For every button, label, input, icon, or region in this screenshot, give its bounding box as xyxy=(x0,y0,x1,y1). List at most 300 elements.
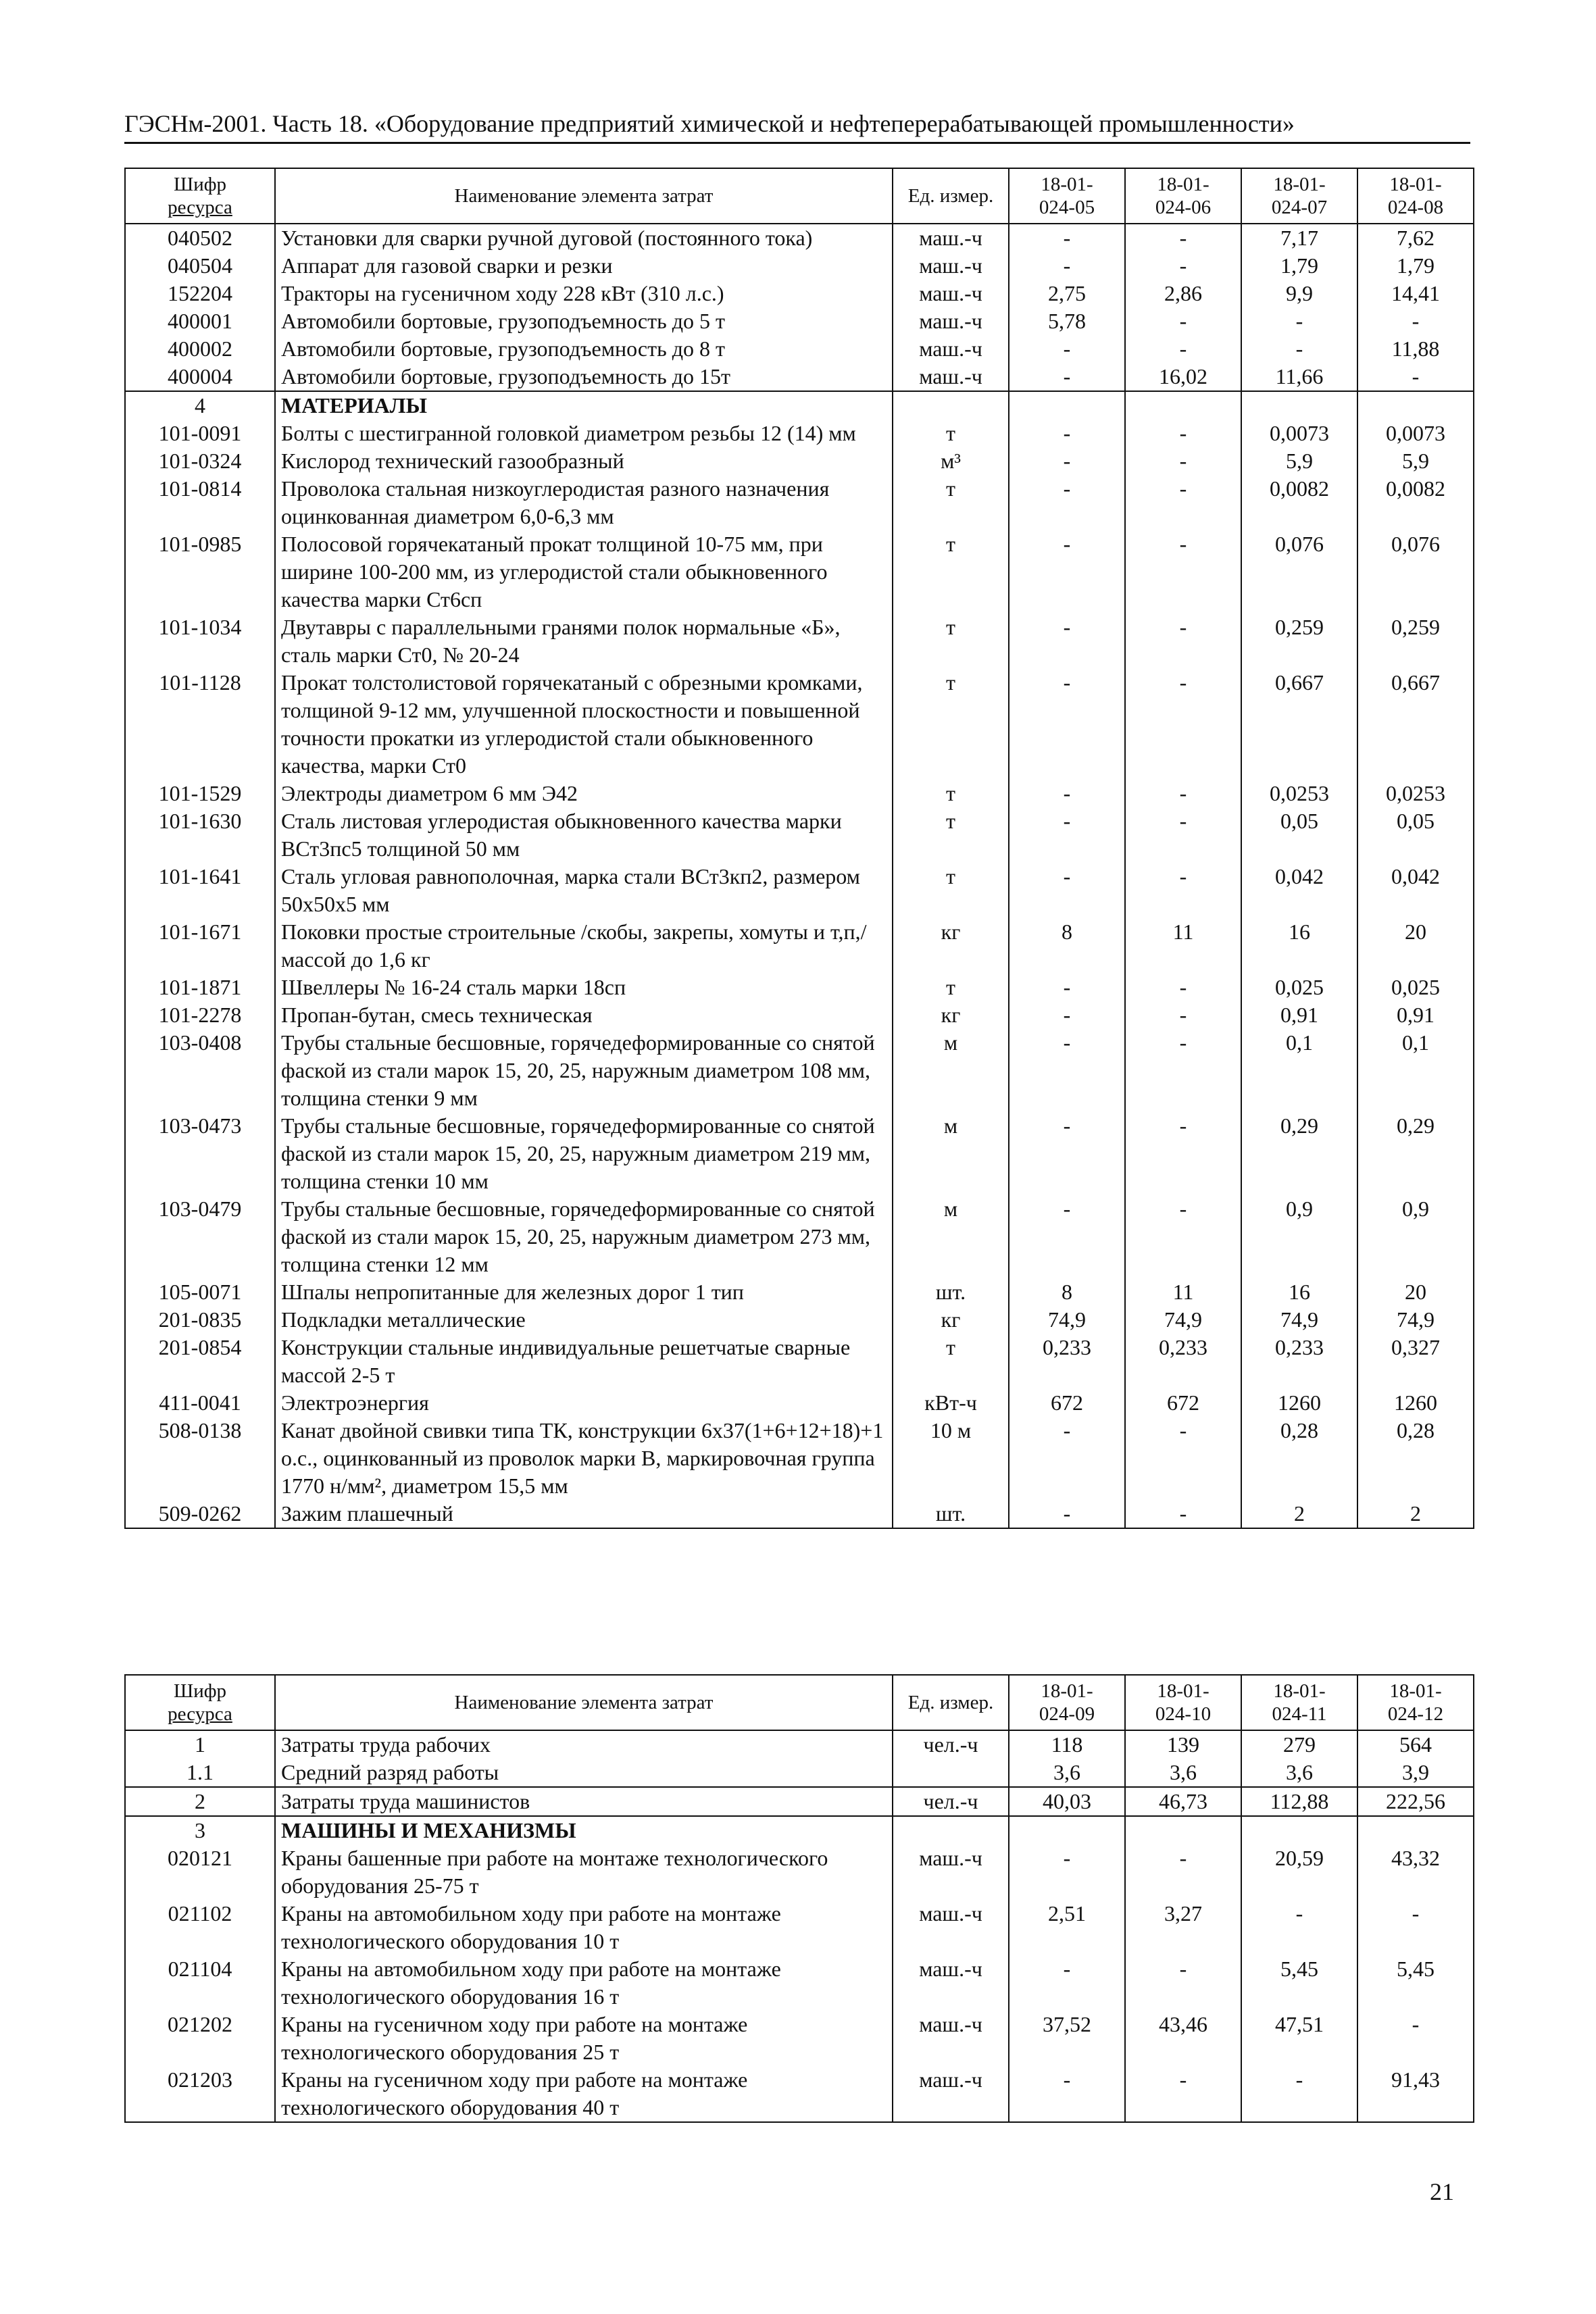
unit: маш.-ч xyxy=(893,307,1009,335)
norm-value-3: - xyxy=(1241,307,1357,335)
norm-value-1: 0,233 xyxy=(1009,1334,1125,1389)
table-row xyxy=(125,669,1474,780)
column-header-name: Наименование элемента затрат xyxy=(275,168,893,224)
section-header-row xyxy=(125,1816,1474,1844)
norm-value-1: - xyxy=(1009,335,1125,363)
norm-value-2: 11 xyxy=(1125,918,1241,974)
unit: т xyxy=(893,863,1009,918)
resource-name: Автомобили бортовые, грузоподъемность до 8 т xyxy=(275,335,893,363)
unit: маш.-ч xyxy=(893,1955,1009,2011)
norm-value-2: 46,73 xyxy=(1125,1787,1241,1816)
norm-value-3: 16 xyxy=(1241,1278,1357,1306)
unit xyxy=(893,1816,1009,1844)
table-row xyxy=(125,1759,1474,1787)
resource-name: Прокат толстолистовой горячекатаный с обрезными кромками, толщиной 9-12 мм, улучшенной плоскостности и повышенной точности прокатки из углеродистой стали обыкновенного качества, марки Ст0 xyxy=(275,669,893,780)
resource-code: 400002 xyxy=(125,335,275,363)
resource-name: Проволока стальная низкоуглеродистая разного назначения оцинкованная диаметром 6,0-6,3 мм xyxy=(275,475,893,530)
norm-value-3: 0,076 xyxy=(1241,530,1357,613)
unit: шт. xyxy=(893,1500,1009,1528)
norm-value-4: 91,43 xyxy=(1357,2066,1474,2122)
norm-value-1: - xyxy=(1009,363,1125,391)
resource-name: Установки для сварки ручной дуговой (постоянного тока) xyxy=(275,224,893,252)
norm-value-1: 40,03 xyxy=(1009,1787,1125,1816)
table-row xyxy=(125,530,1474,613)
norm-value-3 xyxy=(1241,1816,1357,1844)
resource-name: Пропан-бутан, смесь техническая xyxy=(275,1001,893,1029)
norm-value-1: - xyxy=(1009,780,1125,807)
resource-name: Электроэнергия xyxy=(275,1389,893,1417)
table-row xyxy=(125,1001,1474,1029)
norm-value-3: 0,259 xyxy=(1241,613,1357,669)
resource-code: 021104 xyxy=(125,1955,275,2011)
table-row xyxy=(125,1112,1474,1195)
resource-name: Краны на автомобильном ходу при работе на монтаже технологического оборудования 16 т xyxy=(275,1955,893,2011)
table-row xyxy=(125,1787,1474,1816)
norm-value-1: 3,6 xyxy=(1009,1759,1125,1787)
resource-table-2 xyxy=(124,1674,1474,2123)
norm-value-1: - xyxy=(1009,613,1125,669)
unit xyxy=(893,1759,1009,1787)
norm-value-2: - xyxy=(1125,780,1241,807)
norm-value-2: - xyxy=(1125,807,1241,863)
resource-code: 508-0138 xyxy=(125,1417,275,1500)
resource-code: 101-1641 xyxy=(125,863,275,918)
norm-value-3: 1260 xyxy=(1241,1389,1357,1417)
norm-value-1: - xyxy=(1009,447,1125,475)
resource-name: Краны на гусеничном ходу при работе на монтаже технологического оборудования 25 т xyxy=(275,2011,893,2066)
norm-value-3: 0,0253 xyxy=(1241,780,1357,807)
unit: т xyxy=(893,475,1009,530)
resource-name: Краны на гусеничном ходу при работе на монтаже технологического оборудования 40 т xyxy=(275,2066,893,2122)
unit: м xyxy=(893,1112,1009,1195)
norm-value-4: 0,9 xyxy=(1357,1195,1474,1278)
resource-name: Зажим плашечный xyxy=(275,1500,893,1528)
resource-name: Шпалы непропитанные для железных дорог 1 тип xyxy=(275,1278,893,1306)
norm-value-3: 74,9 xyxy=(1241,1306,1357,1334)
table-row xyxy=(125,1417,1474,1500)
norm-value-1: 8 xyxy=(1009,918,1125,974)
norm-value-2: - xyxy=(1125,974,1241,1001)
resource-name: Поковки простые строительные /скобы, закрепы, хомуты и т,п,/ массой до 1,6 кг xyxy=(275,918,893,974)
norm-value-1: 118 xyxy=(1009,1730,1125,1759)
table-row xyxy=(125,2011,1474,2066)
norm-value-4: 74,9 xyxy=(1357,1306,1474,1334)
norm-value-4: 1,79 xyxy=(1357,252,1474,280)
table-row xyxy=(125,363,1474,391)
table-row xyxy=(125,475,1474,530)
norm-value-3: 5,45 xyxy=(1241,1955,1357,2011)
unit: маш.-ч xyxy=(893,335,1009,363)
norm-value-4: 0,327 xyxy=(1357,1334,1474,1389)
norm-value-1: - xyxy=(1009,1417,1125,1500)
unit: маш.-ч xyxy=(893,1900,1009,1955)
norm-value-4: 0,29 xyxy=(1357,1112,1474,1195)
norm-value-2: 3,27 xyxy=(1125,1900,1241,1955)
table-row xyxy=(125,307,1474,335)
table-header-row xyxy=(125,168,1474,224)
norm-value-2: - xyxy=(1125,1195,1241,1278)
column-header-norm-1: 18-01- 024-09 xyxy=(1009,1675,1125,1730)
norm-value-3: - xyxy=(1241,1900,1357,1955)
resource-code: 400004 xyxy=(125,363,275,391)
resource-code: 101-0324 xyxy=(125,447,275,475)
column-header-norm-4: 18-01- 024-08 xyxy=(1357,168,1474,224)
resource-code: 509-0262 xyxy=(125,1500,275,1528)
norm-value-1 xyxy=(1009,391,1125,420)
table-row xyxy=(125,613,1474,669)
norm-value-4: 0,0253 xyxy=(1357,780,1474,807)
norm-value-2: - xyxy=(1125,1955,1241,2011)
page-number: 21 xyxy=(1430,2178,1454,2205)
norm-value-1: - xyxy=(1009,1112,1125,1195)
column-header-code: Шифр ресурса xyxy=(125,168,275,224)
norm-value-1: - xyxy=(1009,530,1125,613)
norm-value-3: 0,05 xyxy=(1241,807,1357,863)
resource-name: Аппарат для газовой сварки и резки xyxy=(275,252,893,280)
norm-value-2: - xyxy=(1125,613,1241,669)
unit: маш.-ч xyxy=(893,280,1009,307)
resource-name: Полосовой горячекатаный прокат толщиной 10-75 мм, при ширине 100-200 мм, из углеродистой стали обыкновенного качества марки Ст6сп xyxy=(275,530,893,613)
resource-code: 101-1128 xyxy=(125,669,275,780)
norm-value-1: 37,52 xyxy=(1009,2011,1125,2066)
table-row xyxy=(125,1278,1474,1306)
resource-code: 3 xyxy=(125,1816,275,1844)
norm-value-2: - xyxy=(1125,2066,1241,2122)
resource-code: 2 xyxy=(125,1787,275,1816)
norm-value-4: 564 xyxy=(1357,1730,1474,1759)
unit: кг xyxy=(893,918,1009,974)
resource-code: 021203 xyxy=(125,2066,275,2122)
norm-value-2: 139 xyxy=(1125,1730,1241,1759)
table-row xyxy=(125,420,1474,447)
norm-value-4: 5,9 xyxy=(1357,447,1474,475)
unit: маш.-ч xyxy=(893,363,1009,391)
norm-value-3: - xyxy=(1241,335,1357,363)
resource-name: Болты с шестигранной головкой диаметром резьбы 12 (14) мм xyxy=(275,420,893,447)
unit: 10 м xyxy=(893,1417,1009,1500)
column-header-norm-3: 18-01- 024-11 xyxy=(1241,1675,1357,1730)
norm-value-4: 0,28 xyxy=(1357,1417,1474,1500)
norm-value-3: 0,28 xyxy=(1241,1417,1357,1500)
unit: т xyxy=(893,1334,1009,1389)
resource-code: 101-2278 xyxy=(125,1001,275,1029)
resource-name: Краны башенные при работе на монтаже технологического оборудования 25-75 т xyxy=(275,1844,893,1900)
norm-value-3: 0,042 xyxy=(1241,863,1357,918)
table-row xyxy=(125,1955,1474,2011)
resource-code: 021102 xyxy=(125,1900,275,1955)
unit: чел.-ч xyxy=(893,1730,1009,1759)
resource-name: Затраты труда машинистов xyxy=(275,1787,893,1816)
norm-value-3: 16 xyxy=(1241,918,1357,974)
resource-code: 4 xyxy=(125,391,275,420)
norm-value-4: 5,45 xyxy=(1357,1955,1474,2011)
norm-value-3: 5,9 xyxy=(1241,447,1357,475)
table-row xyxy=(125,1500,1474,1528)
norm-value-4: 2 xyxy=(1357,1500,1474,1528)
norm-value-1: 74,9 xyxy=(1009,1306,1125,1334)
norm-value-3: 7,17 xyxy=(1241,224,1357,252)
norm-value-2: - xyxy=(1125,1844,1241,1900)
resource-code: 201-0854 xyxy=(125,1334,275,1389)
table-row xyxy=(125,280,1474,307)
unit: т xyxy=(893,974,1009,1001)
norm-value-4: - xyxy=(1357,307,1474,335)
resource-name: Подкладки металлические xyxy=(275,1306,893,1334)
resource-name: Затраты труда рабочих xyxy=(275,1730,893,1759)
resource-code: 201-0835 xyxy=(125,1306,275,1334)
norm-value-2: - xyxy=(1125,1500,1241,1528)
resource-name: Двутавры с параллельными гранями полок нормальные «Б», сталь марки Ст0, № 20-24 xyxy=(275,613,893,669)
unit: т xyxy=(893,669,1009,780)
resource-code: 101-0814 xyxy=(125,475,275,530)
resource-code: 040502 xyxy=(125,224,275,252)
unit: маш.-ч xyxy=(893,1844,1009,1900)
resource-name: Сталь угловая равнополочная, марка стали ВСт3кп2, размером 50х50х5 мм xyxy=(275,863,893,918)
norm-value-2: - xyxy=(1125,252,1241,280)
resource-name: Средний разряд работы xyxy=(275,1759,893,1787)
norm-value-1: - xyxy=(1009,1844,1125,1900)
table-row xyxy=(125,780,1474,807)
norm-value-2: 11 xyxy=(1125,1278,1241,1306)
norm-value-4: 14,41 xyxy=(1357,280,1474,307)
norm-value-4 xyxy=(1357,391,1474,420)
resource-code: 101-1529 xyxy=(125,780,275,807)
resource-code: 101-1630 xyxy=(125,807,275,863)
table-row xyxy=(125,1389,1474,1417)
table-row xyxy=(125,1730,1474,1759)
norm-value-1: - xyxy=(1009,1029,1125,1112)
resource-name: Электроды диаметром 6 мм Э42 xyxy=(275,780,893,807)
norm-value-4: - xyxy=(1357,2011,1474,2066)
table-row xyxy=(125,1306,1474,1334)
norm-value-1: - xyxy=(1009,2066,1125,2122)
column-header-code: Шифр ресурса xyxy=(125,1675,275,1730)
norm-value-1: 2,75 xyxy=(1009,280,1125,307)
norm-value-2: - xyxy=(1125,307,1241,335)
unit: кг xyxy=(893,1306,1009,1334)
norm-value-2: - xyxy=(1125,224,1241,252)
norm-value-1 xyxy=(1009,1816,1125,1844)
resource-name: Конструкции стальные индивидуальные решетчатые сварные массой 2-5 т xyxy=(275,1334,893,1389)
norm-value-1: - xyxy=(1009,669,1125,780)
resource-code: 020121 xyxy=(125,1844,275,1900)
norm-value-4: 222,56 xyxy=(1357,1787,1474,1816)
resource-code: 105-0071 xyxy=(125,1278,275,1306)
table-row xyxy=(125,1900,1474,1955)
resource-name: Сталь листовая углеродистая обыкновенного качества марки ВСт3пс5 толщиной 50 мм xyxy=(275,807,893,863)
resource-code: 103-0473 xyxy=(125,1112,275,1195)
norm-value-1: - xyxy=(1009,475,1125,530)
norm-value-2: 74,9 xyxy=(1125,1306,1241,1334)
norm-value-3: 47,51 xyxy=(1241,2011,1357,2066)
norm-value-2: 2,86 xyxy=(1125,280,1241,307)
table-row xyxy=(125,863,1474,918)
norm-value-3: 9,9 xyxy=(1241,280,1357,307)
norm-value-1: - xyxy=(1009,1500,1125,1528)
section-header-row xyxy=(125,391,1474,420)
unit: м³ xyxy=(893,447,1009,475)
resource-name: Трубы стальные бесшовные, горячедеформированные со снятой фаской из стали марок 15, 20, 25, наружным диаметром 273 мм, толщина стенки 12 мм xyxy=(275,1195,893,1278)
norm-value-4: 0,1 xyxy=(1357,1029,1474,1112)
norm-value-2: - xyxy=(1125,335,1241,363)
column-header-norm-2: 18-01- 024-06 xyxy=(1125,168,1241,224)
norm-value-3: 279 xyxy=(1241,1730,1357,1759)
norm-value-2: 672 xyxy=(1125,1389,1241,1417)
norm-value-4: - xyxy=(1357,363,1474,391)
norm-value-3: 20,59 xyxy=(1241,1844,1357,1900)
table-row xyxy=(125,1844,1474,1900)
resource-name: МАТЕРИАЛЫ xyxy=(275,391,893,420)
norm-value-1: - xyxy=(1009,1955,1125,2011)
norm-value-4: 0,667 xyxy=(1357,669,1474,780)
unit: маш.-ч xyxy=(893,2011,1009,2066)
norm-value-3: 0,91 xyxy=(1241,1001,1357,1029)
norm-value-3: 0,0082 xyxy=(1241,475,1357,530)
norm-value-3: 0,9 xyxy=(1241,1195,1357,1278)
unit: маш.-ч xyxy=(893,252,1009,280)
resource-code: 101-1671 xyxy=(125,918,275,974)
norm-value-2: - xyxy=(1125,530,1241,613)
norm-value-2: - xyxy=(1125,669,1241,780)
unit: т xyxy=(893,613,1009,669)
norm-value-3: 0,1 xyxy=(1241,1029,1357,1112)
column-header-norm-3: 18-01- 024-07 xyxy=(1241,168,1357,224)
table-row xyxy=(125,974,1474,1001)
norm-value-1: - xyxy=(1009,420,1125,447)
norm-value-4: - xyxy=(1357,1900,1474,1955)
resource-code: 101-0985 xyxy=(125,530,275,613)
norm-value-2: - xyxy=(1125,1001,1241,1029)
unit: маш.-ч xyxy=(893,2066,1009,2122)
norm-value-3: 0,667 xyxy=(1241,669,1357,780)
table-row xyxy=(125,2066,1474,2122)
column-header-name: Наименование элемента затрат xyxy=(275,1675,893,1730)
resource-code: 101-1871 xyxy=(125,974,275,1001)
page-header: ГЭСНм-2001. Часть 18. «Оборудование предприятий химической и нефтеперерабатывающей промышленности» xyxy=(124,108,1470,144)
resource-code: 103-0408 xyxy=(125,1029,275,1112)
norm-value-2: - xyxy=(1125,420,1241,447)
resource-name: Трубы стальные бесшовные, горячедеформированные со снятой фаской из стали марок 15, 20, 25, наружным диаметром 108 мм, толщина стенки 9 мм xyxy=(275,1029,893,1112)
norm-value-1: 5,78 xyxy=(1009,307,1125,335)
norm-value-4: 43,32 xyxy=(1357,1844,1474,1900)
norm-value-2: 0,233 xyxy=(1125,1334,1241,1389)
unit: шт. xyxy=(893,1278,1009,1306)
table-row xyxy=(125,807,1474,863)
norm-value-1: - xyxy=(1009,1195,1125,1278)
resource-name: Автомобили бортовые, грузоподъемность до 5 т xyxy=(275,307,893,335)
column-header-norm-2: 18-01- 024-10 xyxy=(1125,1675,1241,1730)
norm-value-4: 0,076 xyxy=(1357,530,1474,613)
resource-code: 021202 xyxy=(125,2011,275,2066)
norm-value-4: 7,62 xyxy=(1357,224,1474,252)
table-row xyxy=(125,1029,1474,1112)
norm-value-1: - xyxy=(1009,252,1125,280)
norm-value-3: 1,79 xyxy=(1241,252,1357,280)
resource-code: 1 xyxy=(125,1730,275,1759)
norm-value-1: 2,51 xyxy=(1009,1900,1125,1955)
table-header-row xyxy=(125,1675,1474,1730)
resource-table-1 xyxy=(124,168,1474,1529)
column-header-unit: Ед. измер. xyxy=(893,168,1009,224)
norm-value-3: 0,29 xyxy=(1241,1112,1357,1195)
table-row xyxy=(125,252,1474,280)
norm-value-3: 2 xyxy=(1241,1500,1357,1528)
resource-name: Кислород технический газообразный xyxy=(275,447,893,475)
norm-value-1: - xyxy=(1009,863,1125,918)
unit: м xyxy=(893,1195,1009,1278)
norm-value-2: 16,02 xyxy=(1125,363,1241,391)
unit: кг xyxy=(893,1001,1009,1029)
norm-value-4: 20 xyxy=(1357,1278,1474,1306)
norm-value-2: - xyxy=(1125,447,1241,475)
table-row xyxy=(125,1334,1474,1389)
norm-value-1: - xyxy=(1009,974,1125,1001)
norm-value-4: 0,91 xyxy=(1357,1001,1474,1029)
column-header-unit: Ед. измер. xyxy=(893,1675,1009,1730)
unit: чел.-ч xyxy=(893,1787,1009,1816)
norm-value-1: - xyxy=(1009,224,1125,252)
resource-name: МАШИНЫ И МЕХАНИЗМЫ xyxy=(275,1816,893,1844)
table-row xyxy=(125,447,1474,475)
table-row xyxy=(125,335,1474,363)
resource-code: 152204 xyxy=(125,280,275,307)
unit: кВт-ч xyxy=(893,1389,1009,1417)
norm-value-4: 20 xyxy=(1357,918,1474,974)
table-row xyxy=(125,224,1474,252)
norm-value-3: 112,88 xyxy=(1241,1787,1357,1816)
norm-value-3: 11,66 xyxy=(1241,363,1357,391)
resource-name: Тракторы на гусеничном ходу 228 кВт (310 л.с.) xyxy=(275,280,893,307)
norm-value-4: 0,042 xyxy=(1357,863,1474,918)
norm-value-3: - xyxy=(1241,2066,1357,2122)
resource-name: Автомобили бортовые, грузоподъемность до 15т xyxy=(275,363,893,391)
norm-value-2 xyxy=(1125,391,1241,420)
norm-value-2: 3,6 xyxy=(1125,1759,1241,1787)
table-row xyxy=(125,918,1474,974)
column-header-norm-1: 18-01- 024-05 xyxy=(1009,168,1125,224)
norm-value-4: 0,259 xyxy=(1357,613,1474,669)
norm-value-2: - xyxy=(1125,863,1241,918)
norm-value-2 xyxy=(1125,1816,1241,1844)
resource-name: Трубы стальные бесшовные, горячедеформированные со снятой фаской из стали марок 15, 20, 25, наружным диаметром 219 мм, толщина стенки 10 мм xyxy=(275,1112,893,1195)
norm-value-1: 8 xyxy=(1009,1278,1125,1306)
unit: т xyxy=(893,780,1009,807)
norm-value-2: 43,46 xyxy=(1125,2011,1241,2066)
unit: т xyxy=(893,530,1009,613)
resource-code: 040504 xyxy=(125,252,275,280)
unit: т xyxy=(893,807,1009,863)
norm-value-3: 0,233 xyxy=(1241,1334,1357,1389)
resource-code: 400001 xyxy=(125,307,275,335)
unit: м xyxy=(893,1029,1009,1112)
resource-code: 103-0479 xyxy=(125,1195,275,1278)
resource-code: 411-0041 xyxy=(125,1389,275,1417)
resource-name: Канат двойной свивки типа ТК, конструкции 6х37(1+6+12+18)+1 о.с., оцинкованный из проволок марки В, маркировочная группа 1770 н/мм², диаметром 15,5 мм xyxy=(275,1417,893,1500)
resource-name: Краны на автомобильном ходу при работе на монтаже технологического оборудования 10 т xyxy=(275,1900,893,1955)
norm-value-1: - xyxy=(1009,807,1125,863)
norm-value-3: 3,6 xyxy=(1241,1759,1357,1787)
unit: маш.-ч xyxy=(893,224,1009,252)
norm-value-4 xyxy=(1357,1816,1474,1844)
resource-code: 101-0091 xyxy=(125,420,275,447)
norm-value-4: 0,0073 xyxy=(1357,420,1474,447)
norm-value-3: 0,0073 xyxy=(1241,420,1357,447)
column-header-norm-4: 18-01- 024-12 xyxy=(1357,1675,1474,1730)
norm-value-4: 0,0082 xyxy=(1357,475,1474,530)
norm-value-2: - xyxy=(1125,1112,1241,1195)
norm-value-2: - xyxy=(1125,1029,1241,1112)
norm-value-2: - xyxy=(1125,1417,1241,1500)
